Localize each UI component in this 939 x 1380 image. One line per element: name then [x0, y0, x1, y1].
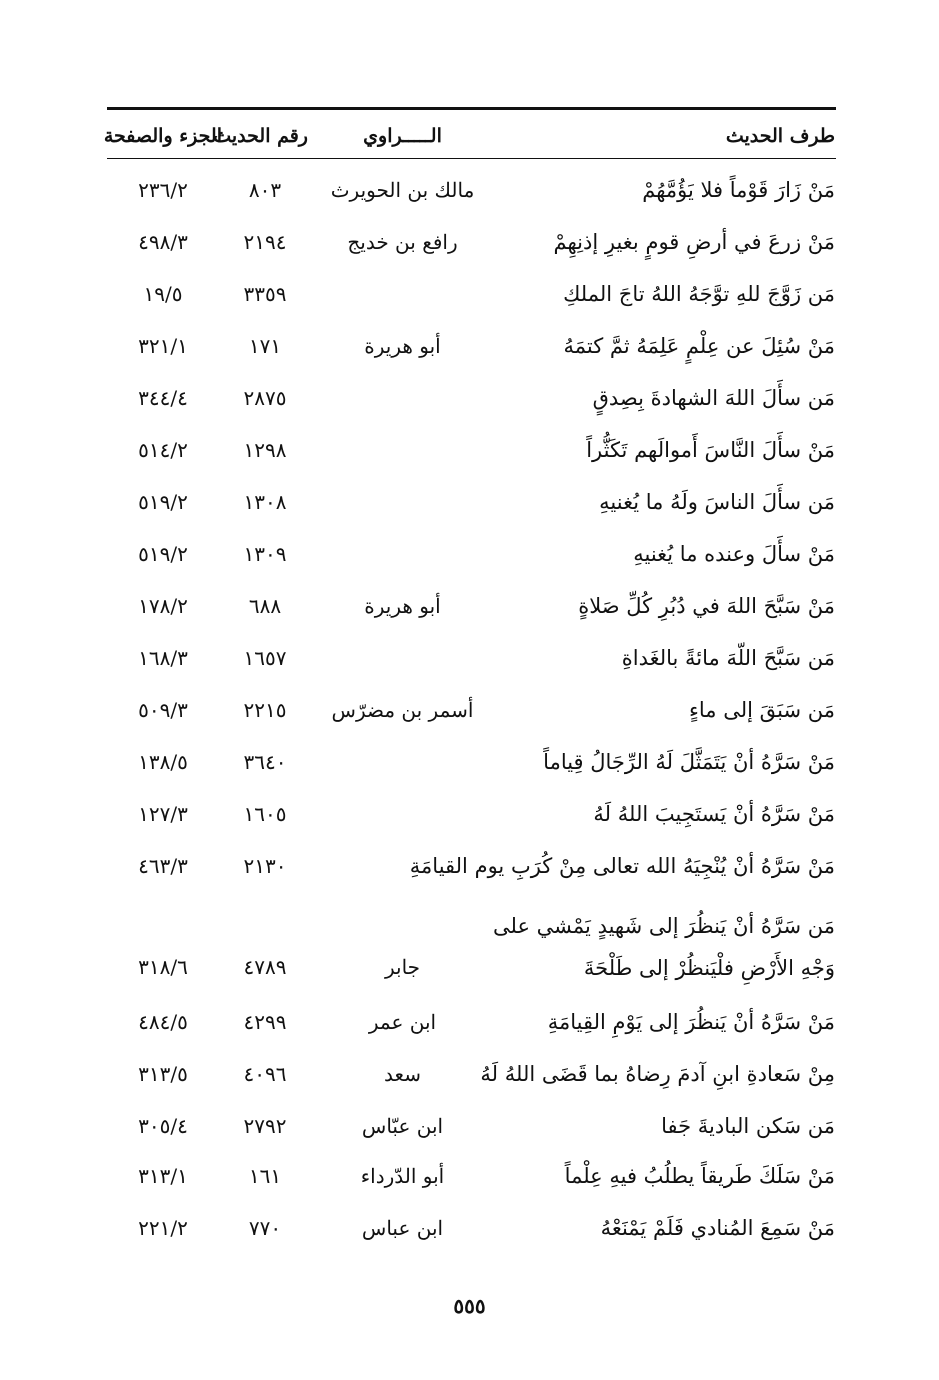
- volume-page: ١٣٨/٥: [138, 750, 188, 774]
- table-row: [0, 1108, 939, 1148]
- table-row: [0, 1210, 939, 1250]
- volume-page: ٥١٩/٢: [138, 542, 188, 566]
- hadith-number: ١٣٠٩: [243, 542, 287, 566]
- table-row: [0, 588, 939, 628]
- table-row: [0, 905, 939, 985]
- narrator: مالك بن الحويرث: [330, 178, 475, 202]
- hadith-text: مَنْ سأَلَ النَّاسَ أَموالَهم تَكَثُّراً: [586, 438, 835, 462]
- hadith-text: مِنْ سَعادةِ ابنِ آدمَ رِضاهُ بما قَضَى اللهُ لَهُ: [480, 1062, 835, 1086]
- table-row: [0, 1056, 939, 1096]
- table-row: [0, 692, 939, 732]
- table-row: [0, 380, 939, 420]
- narrator: رافع بن خديج: [347, 230, 458, 254]
- volume-page: ١٦٨/٣: [138, 646, 188, 670]
- hadith-number: ٣٣٥٩: [243, 282, 287, 306]
- volume-page: ٣٠٥/٤: [138, 1114, 188, 1138]
- volume-page: ٣١٣/٥: [138, 1062, 188, 1086]
- hadith-text: مَن سأَلَ الناسَ ولَهُ ما يُغنيهِ: [599, 490, 835, 514]
- hadith-text: مَن سَرَّهُ أنْ يَنظُرَ إلى شَهيدٍ يَمْشي على وَجْهِ الأَرْضِ فلْيَنظُرْ إلى طَلْحَةَ: [493, 914, 835, 980]
- hadith-text: مَنْ سَرَّهُ أنْ يَستَجِيبَ اللهُ لَهُ: [593, 802, 835, 826]
- volume-page: ١٧٨/٢: [138, 594, 188, 618]
- table-row: [0, 536, 939, 576]
- hadith-number: ٤٢٩٩: [243, 1010, 287, 1034]
- volume-page: ٥١٤/٢: [138, 438, 188, 462]
- table-row: [0, 224, 939, 264]
- hadith-number: ١٦٠٥: [243, 802, 287, 826]
- narrator: ابن عمر: [368, 1010, 437, 1034]
- hadith-number: ٢١٩٤: [243, 230, 287, 254]
- table-header: [0, 120, 939, 154]
- hadith-number: ١٣٠٨: [243, 490, 287, 514]
- header-rule: [107, 158, 836, 159]
- hadith-number: ٤٠٩٦: [243, 1062, 287, 1086]
- hadith-text: مَنْ سَرَّهُ أنْ يَتَمَثَّلَ لَهُ الرِّجَالُ قِياماً: [543, 750, 835, 774]
- hadith-text: مَنْ سَرَّهُ أنْ يَنظُرَ إلى يَوْمِ القِيامَةِ: [547, 1010, 835, 1034]
- hadith-number: ٧٧٠: [248, 1216, 282, 1240]
- narrator: أبو هريرة: [364, 334, 441, 358]
- hadith-number: ٤٧٨٩: [243, 955, 287, 979]
- volume-page: ٥٠٩/٣: [138, 698, 188, 722]
- hadith-text: مَنْ سَبَّحَ اللهَ في دُبُرِ كُلِّ صَلاةٍ: [578, 594, 835, 618]
- hadith-text: مَن زَوَّجَ للهِ توَّجَهُ اللهُ تاجَ الملكِ: [563, 282, 835, 306]
- table-row: [0, 276, 939, 316]
- hadith-text: مَنْ سَرَّهُ أنْ يُنْجِيَهُ الله تعالى مِنْ كُرَبِ يوم القيامَةِ: [409, 854, 835, 878]
- hadith-number: ١٢٩٨: [243, 438, 287, 462]
- volume-page: ٣١٣/١: [138, 1164, 188, 1188]
- page-number: ٥٥٥: [453, 1294, 486, 1318]
- hadith-text: مَن سَبَّحَ اللّهَ مائةً بالغَداةِ: [621, 646, 835, 670]
- table-row: [0, 640, 939, 680]
- volume-page: ١٩/٥: [143, 282, 183, 306]
- hadith-text: مَنْ سأَلَ وعنده ما يُغنيهِ: [633, 542, 835, 566]
- narrator: أسمر بن مضرّس: [331, 698, 474, 722]
- table-row: [0, 796, 939, 836]
- narrator: ابن عبّاس: [361, 1114, 444, 1138]
- table-row: [0, 484, 939, 524]
- hadith-number: ٢٧٩٢: [243, 1114, 287, 1138]
- hadith-number: ٨٠٣: [248, 178, 282, 202]
- hadith-number: ١٧١: [248, 334, 282, 358]
- hadith-number: ٢١٣٠: [243, 854, 287, 878]
- volume-page: ٢٢١/٢: [138, 1216, 188, 1240]
- volume-page: ٣١٨/٦: [138, 955, 188, 979]
- table-row: [0, 744, 939, 784]
- volume-page: ٣٢١/١: [138, 334, 188, 358]
- volume-page: ٥١٩/٢: [138, 490, 188, 514]
- table-row: [0, 432, 939, 472]
- hadith-text: مَنْ سَمِعَ المُنادي فَلَمْ يَمْنَعْهُ: [600, 1216, 835, 1240]
- hadith-text: مَنْ سَلَكَ طَريقاً يطلُبُ فيهِ عِلْماً: [564, 1164, 835, 1188]
- volume-page: ٣٤٤/٤: [138, 386, 188, 410]
- narrator: ابن عباس: [361, 1216, 444, 1240]
- narrator: أبو هريرة: [364, 594, 441, 618]
- table-row: [0, 1004, 939, 1044]
- hadith-text: مَنْ زرعَ في أرضِ قومٍ بغيرِ إذنِهِمْ: [553, 230, 835, 254]
- hadith-number: ١٦١: [248, 1164, 282, 1188]
- top-rule: [107, 107, 836, 110]
- table-row: [0, 1158, 939, 1198]
- volume-page: ٤٦٣/٣: [138, 854, 188, 878]
- table-row: [0, 328, 939, 368]
- hadith-text: مَن سَكن الباديةَ جَفا: [661, 1114, 835, 1138]
- hadith-number: ٢٢١٥: [243, 698, 287, 722]
- table-row: [0, 848, 939, 888]
- volume-page: ١٢٧/٣: [138, 802, 188, 826]
- hadith-number: ٣٦٤٠: [243, 750, 287, 774]
- table-row: [0, 172, 939, 212]
- volume-page: ٤٨٤/٥: [138, 1010, 188, 1034]
- header-narrator: الـــــراوي: [363, 125, 442, 147]
- hadith-text: مَن سَبَقَ إلى ماءٍ: [689, 698, 835, 722]
- hadith-number: ١٦٥٧: [243, 646, 287, 670]
- header-hadith-number: رقم الحديث: [213, 125, 308, 147]
- hadith-text: مَن سأَلَ اللهَ الشهادةَ بِصِدقٍ: [592, 386, 835, 410]
- header-hadith-text: طرف الحديث: [725, 125, 835, 147]
- volume-page: ٤٩٨/٣: [138, 230, 188, 254]
- hadith-text: مَنْ سُئِلَ عن عِلْمٍ عَلِمَهُ ثمَّ كتمَهُ: [563, 334, 835, 358]
- volume-page: ٢٣٦/٢: [138, 178, 188, 202]
- header-volume-page: الجزء والصفحة: [103, 125, 222, 147]
- hadith-number: ٦٨٨: [248, 594, 282, 618]
- narrator: سعد: [384, 1062, 421, 1086]
- narrator: أبو الدّرداء: [360, 1164, 445, 1188]
- hadith-text: مَنْ زَارَ قَوْماً فلا يَؤُمَّهُمْ: [642, 178, 835, 202]
- narrator: جابر: [384, 955, 421, 979]
- hadith-number: ٢٨٧٥: [243, 386, 287, 410]
